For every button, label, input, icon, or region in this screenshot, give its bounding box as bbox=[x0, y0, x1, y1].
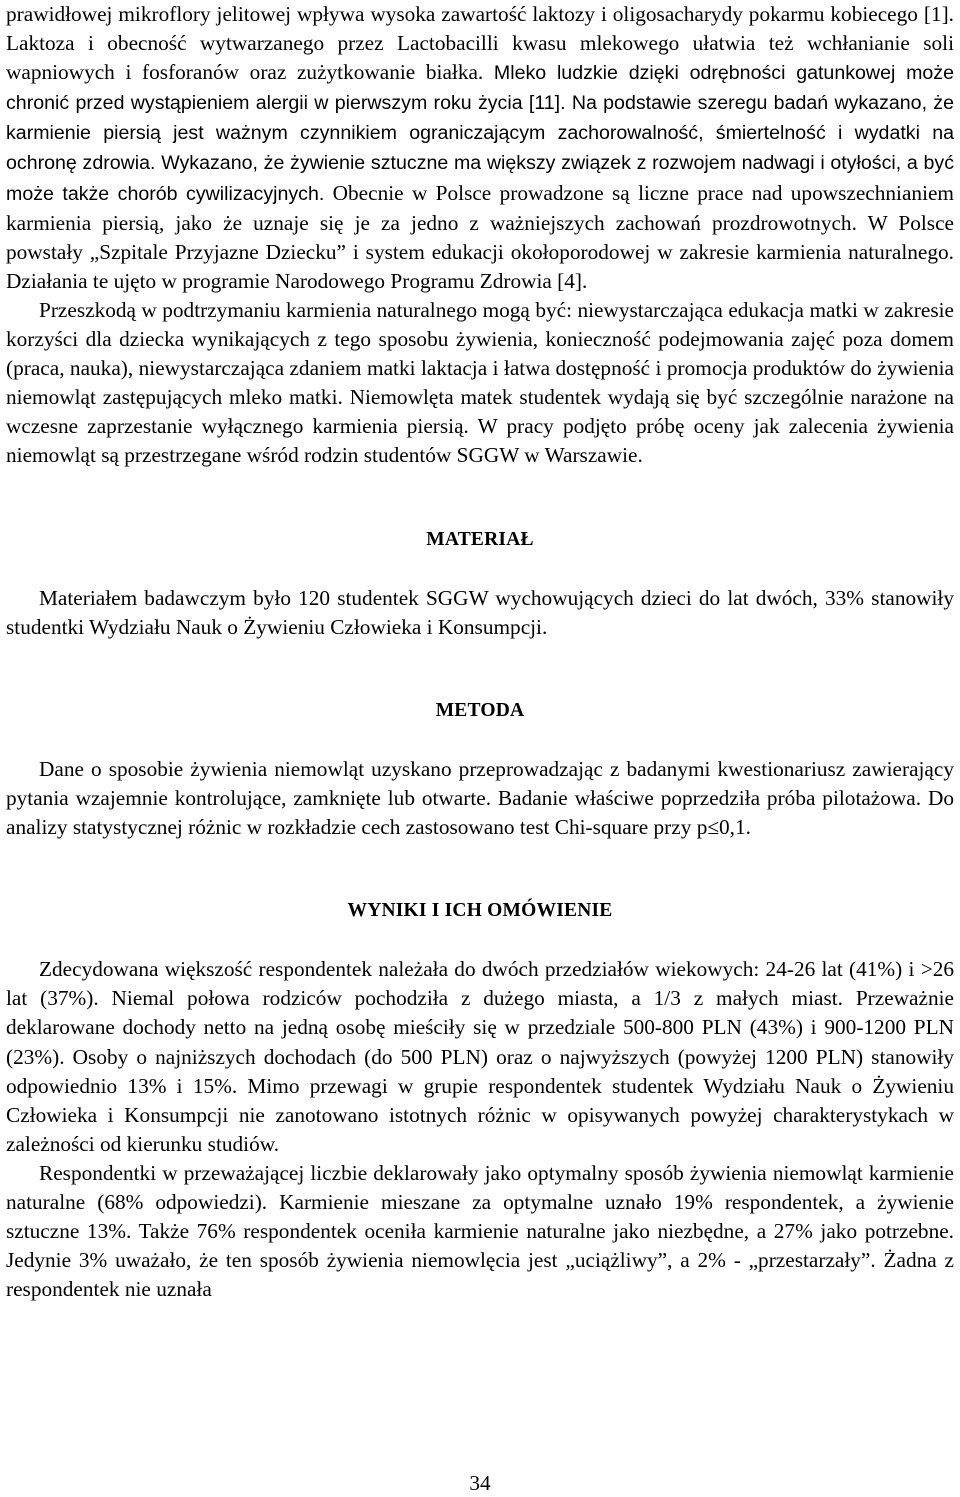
intro-paragraph-1-part-2: Mleko ludzkie dzięki odrębności gatunkowej może chronić przed wystąpieniem alergii w pierwszym roku życia [11]. Na podstawie szeregu badań wykazano, że karmienie piersią jest ważnym czynnikiem ograniczającym zachorowalność, śmiertelność i wydatki na ochronę zdrowia. Wykazano, że żywienie sztuczne ma większy związek z rozwojem nadwagi i otyłości, a być może także chorób cywilizacyjnych. bbox=[6, 62, 954, 205]
spacer bbox=[6, 842, 954, 896]
spacer bbox=[6, 725, 954, 755]
spacer bbox=[6, 554, 954, 584]
intro-paragraph-1-part-3: Obecnie w Polsce prowadzone są liczne prace nad upowszechnianiem karmienia piersią, jako że uznaje się je za jedno z ważniejszych zachowań prozdrowotnych. W Polsce powstały „Szpitale Przyjazne Dziecku” i system edukacji okołoporodowej w zakresie karmienia naturalnego. Działania te ujęto w programie Narodowego Programu Zdrowia [4]. bbox=[6, 180, 955, 293]
material-paragraph: Materiałem badawczym było 120 studentek SGGW wychowujących dzieci do lat dwóch, 33% stanowiły studentki Wydziału Nauk o Żywieniu Człowieka i Konsumpcji. bbox=[6, 585, 954, 639]
spacer bbox=[6, 471, 954, 525]
intro-paragraph-1 bbox=[6, 0, 954, 296]
section-heading-material: MATERIAŁ bbox=[426, 528, 534, 550]
wyniki-paragraph-2: Respondentki w przeważającej liczbie deklarowały jako optymalny sposób żywienia niemowląt karmienie naturalne (68% odpowiedzi). Karmienie mieszane za optymalne uznało 19% respondentek, a żywienie sztuczne 13%. Także 76% respondentek oceniła karmienie naturalne jako niezbędne, a 27% jako potrzebne. Jedynie 3% uważało, że ten sposób żywienia niemowlęcia jest „uciążliwy”, a 2% - „przestarzały”. Żadna z respondentek nie uznała bbox=[6, 1160, 954, 1302]
wyniki-paragraph-1: Zdecydowana większość respondentek należała do dwóch przedziałów wiekowych: 24-26 lat (41%) i >26 lat (37%). Niemal połowa rodziców pochodziła z dużego miasta, a 1/3 z małych miast. Przeważnie deklarowane dochody netto na jedną osobę mieściły się w przedziale 500-800 PLN (43%) i 900-1200 PLN (23%). Osoby o najniższych dochodach (do 500 PLN) oraz o najwyższych (powyżej 1200 PLN) stanowiły odpowiednio 13% i 15%. Mimo przewagi w grupie respondentek studentek Wydziału Nauk o Żywieniu Człowieka i Konsumpcji nie zanotowano istotnych różnic w opisywanych powyżej charakterystykach w zależności od kierunku studiów. bbox=[6, 957, 954, 1156]
spacer bbox=[6, 925, 954, 955]
document-page bbox=[6, 0, 954, 1304]
section-heading-wyniki: WYNIKI I ICH OMÓWIENIE bbox=[347, 900, 613, 922]
intro-paragraph-1-part-1: prawidłowej mikroflory jelitowej wpływa wysoka zawartość laktozy i oligosacharydy pokarmu kobiecego [1]. Laktoza i obecność wytwarzanego przez Lactobacilli kwasu mlekowego ułatwia też wchłanianie soli wapniowych i fosforanów oraz zużytkowanie białka. bbox=[6, 2, 954, 85]
metoda-paragraph: Dane o sposobie żywienia niemowląt uzyskano przeprowadzając z badanymi kwestionariusz zawierający pytania wzajemnie kontrolujące, zamknięte lub otwarte. Badanie właściwe poprzedziła próba pilotażowa. Do analizy statystycznej różnic w rozkładzie cech zastosowano test Chi-square przy p≤0,1. bbox=[6, 756, 954, 840]
section-heading-metoda: METODA bbox=[435, 699, 525, 721]
spacer bbox=[6, 642, 954, 696]
page-number: 34 bbox=[469, 1471, 491, 1495]
intro-paragraph-2: Przeszkodą w podtrzymaniu karmienia naturalnego mogą być: niewystarczająca edukacja matki w zakresie korzyści dla dziecka wynikających z tego sposobu żywienia, konieczność podejmowania zajęć poza domem (praca, nauka), niewystarczająca zdaniem matki laktacja i łatwa dostępność i promocja produktów do żywienia niemowląt zastępujących mleko matki. Niemowlęta matek studentek wydają się być szczególnie narażone na wczesne zaprzestanie wyłącznego karmienia piersią. W pracy podjęto próbę oceny jak zalecenia żywienia niemowląt są przestrzegane wśród rodzin studentów SGGW w Warszawie. bbox=[6, 297, 954, 468]
